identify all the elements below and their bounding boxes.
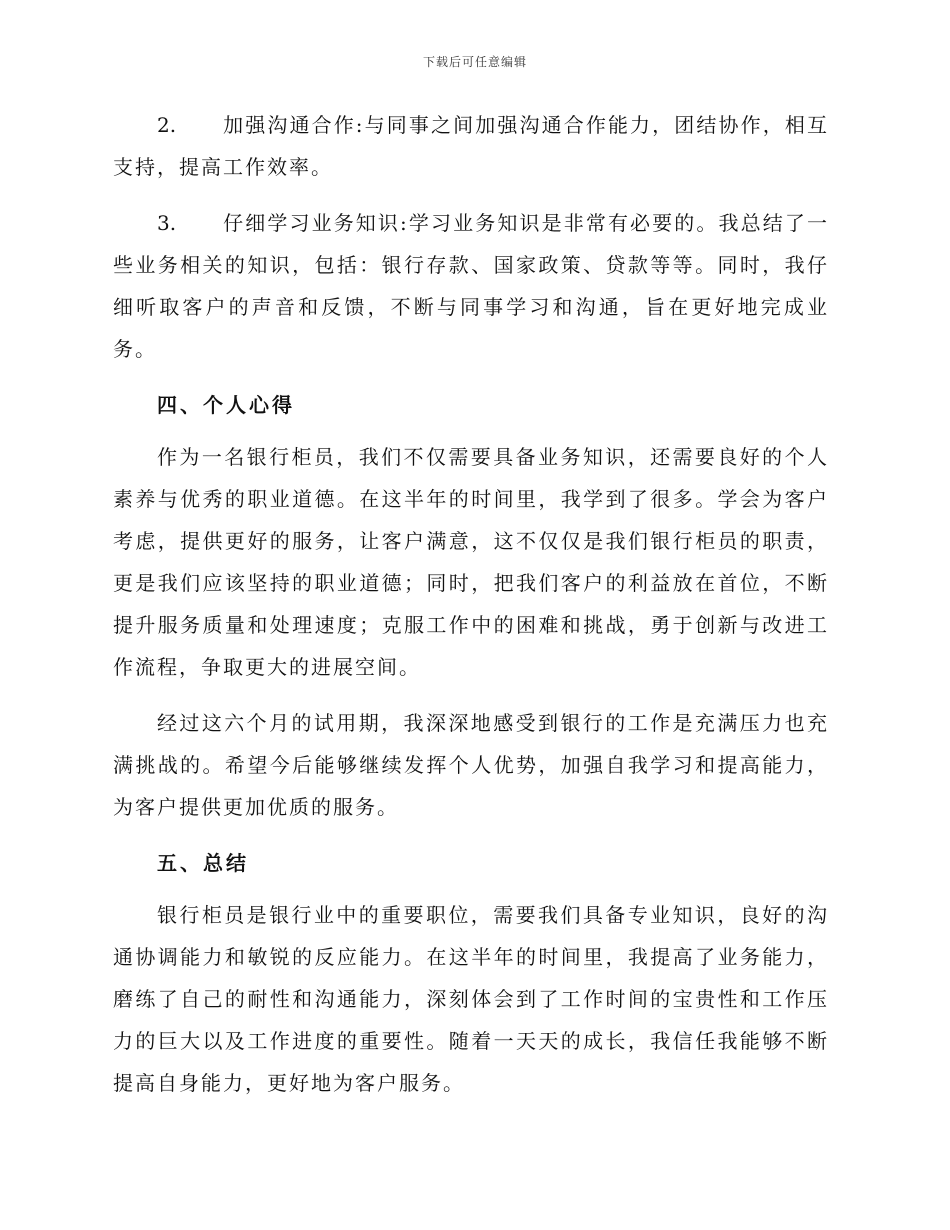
list-item-number: 2. <box>157 113 177 137</box>
section-heading-summary: 五、总结 <box>157 851 249 875</box>
list-item-text: 仔细学习业务知识:学习业务知识是非常有必要的。我总结了一些业务相关的知识，包括：银行存款、国家政策、贷款等等。同时，我仔细听取客户的声音和反馈，不断与同事学习和沟通，旨在更好地完成业务。 <box>113 211 829 361</box>
paragraph: 经过这六个月的试用期，我深深地感受到银行的工作是充满压力也充满挑战的。希望今后能够继续发挥个人优势，加强自我学习和提高能力，为客户提供更加优质的服务。 <box>113 711 829 819</box>
list-item-2 <box>113 104 829 188</box>
paragraph: 作为一名银行柜员，我们不仅需要具备业务知识，还需要良好的个人素养与优秀的职业道德。在这半年的时间里，我学到了很多。学会为客户考虑，提供更好的服务，让客户满意，这不仅仅是我们银行柜员的职责，更是我们应该坚持的职业道德；同时，把我们客户的利益放在首位，不断提升服务质量和处理速度；克服工作中的困难和挑战，勇于创新与改进工作流程，争取更大的进展空间。 <box>113 445 829 679</box>
section-heading-personal-experience: 四、个人心得 <box>157 393 295 417</box>
list-item-text: 加强沟通合作:与同事之间加强沟通合作能力，团结协作，相互支持，提高工作效率。 <box>113 113 829 179</box>
paragraph: 银行柜员是银行业中的重要职位，需要我们具备专业知识，良好的沟通协调能力和敏锐的反应能力。在这半年的时间里，我提高了业务能力，磨练了自己的耐性和沟通能力，深刻体会到了工作时间的宝贵性和工作压力的巨大以及工作进度的重要性。随着一天天的成长，我信任我能够不断提高自身能力，更好地为客户服务。 <box>113 903 829 1095</box>
document-body <box>113 104 829 1118</box>
list-item-number: 3. <box>157 211 177 235</box>
list-item-3 <box>113 202 829 370</box>
page-header-note: 下载后可任意编辑 <box>422 55 527 69</box>
